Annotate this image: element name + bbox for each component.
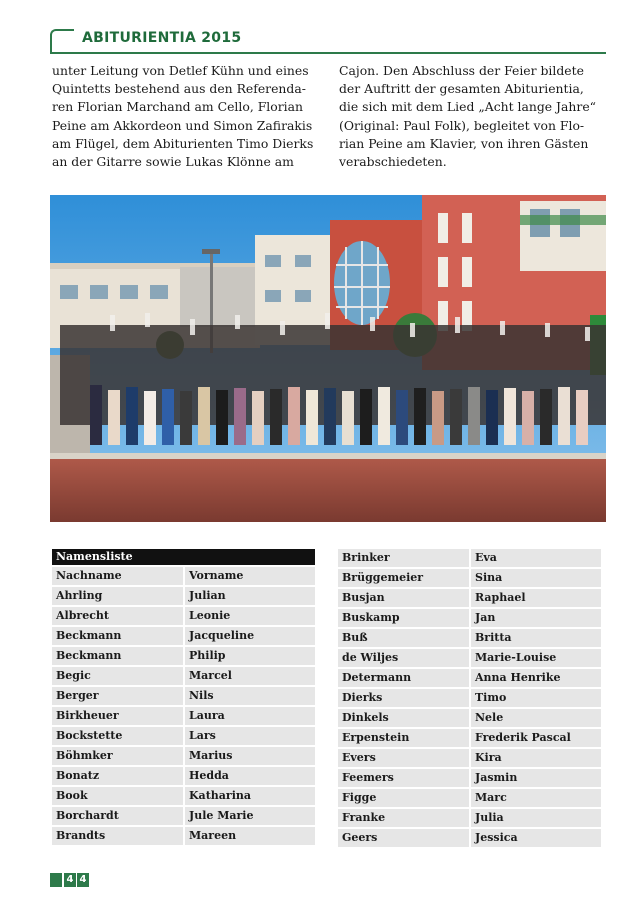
firstname-cell: Jessica [471,829,601,847]
firstname-cell: Julian [185,587,315,605]
names-table-left [52,549,315,847]
table-row [52,727,315,745]
header-title: ABITURIENTIA 2015 [82,30,242,46]
table-row [338,769,601,787]
table-row [338,609,601,627]
article-line: an der Gitarre sowie Lukas Klönne am [52,154,294,170]
firstname-cell: Raphael [471,589,601,607]
page-number-digit: 4 [77,873,89,887]
table-row [338,809,601,827]
table-row [338,749,601,767]
firstname-cell: Jule Marie [185,807,315,825]
header-rule [50,52,606,54]
article-column-left [52,62,320,171]
table-row [52,707,315,725]
firstname-cell: Jasmin [471,769,601,787]
firstname-cell: Leonie [185,607,315,625]
firstname-cell: Marc [471,789,601,807]
article-line: ren Florian Marchand am Cello, Florian [52,99,303,115]
surname-cell: Franke [338,809,469,827]
firstname-cell: Kira [471,749,601,767]
surname-cell: Borchardt [52,807,183,825]
article-line: Quintetts bestehend aus den Referenda- [52,81,306,97]
group-photo [50,195,606,522]
page-header [50,29,606,55]
table-row [338,589,601,607]
table-row [52,787,315,805]
group-photo-illustration [50,195,606,522]
surname-cell: Bockstette [52,727,183,745]
surname-cell: Busjan [338,589,469,607]
surname-cell: Ahrling [52,587,183,605]
table-row [338,729,601,747]
surname-cell: Brandts [52,827,183,845]
firstname-cell: Laura [185,707,315,725]
firstname-cell: Nele [471,709,601,727]
table-row [338,689,601,707]
surname-cell: Bonatz [52,767,183,785]
firstname-cell: Anna Henrike [471,669,601,687]
firstname-cell: Mareen [185,827,315,845]
article-line: der Auftritt der gesamten Abiturientia, [339,81,584,97]
surname-cell: Nachname [52,567,183,585]
table-row [52,807,315,825]
surname-cell: Figge [338,789,469,807]
surname-cell: Brüggemeier [338,569,469,587]
table-row [52,607,315,625]
article-line: am Flügel, dem Abiturienten Timo Dierks [52,135,314,151]
firstname-cell: Hedda [185,767,315,785]
article-line: Cajon. Den Abschluss der Feier bildete [339,63,584,78]
surname-cell: Buß [338,629,469,647]
table-row [52,687,315,705]
table-row [338,649,601,667]
surname-cell: Beckmann [52,627,183,645]
surname-cell: Beckmann [52,647,183,665]
article-column-right [339,62,607,171]
firstname-cell: Marius [185,747,315,765]
table-row [338,669,601,687]
table-row [52,567,315,585]
surname-cell: Begic [52,667,183,685]
page-number-block [50,873,62,887]
surname-cell: Book [52,787,183,805]
surname-cell: Evers [338,749,469,767]
table-row [338,709,601,727]
table-row [338,569,601,587]
firstname-cell: Philip [185,647,315,665]
table-row [338,629,601,647]
surname-cell: de Wiljes [338,649,469,667]
surname-cell: Dinkels [338,709,469,727]
article-line: Peine am Akkordeon und Simon Zafirakis [52,117,313,133]
surname-cell: Albrecht [52,607,183,625]
surname-cell: Feemers [338,769,469,787]
table-row [338,829,601,847]
firstname-cell: Britta [471,629,601,647]
firstname-cell: Sina [471,569,601,587]
firstname-cell: Marcel [185,667,315,685]
table-row [52,767,315,785]
firstname-cell: Nils [185,687,315,705]
surname-cell: Dierks [338,689,469,707]
surname-cell: Berger [52,687,183,705]
firstname-cell: Vorname [185,567,315,585]
firstname-cell: Frederik Pascal [471,729,601,747]
table-row [52,587,315,605]
table-row [52,647,315,665]
firstname-cell: Lars [185,727,315,745]
page-number-digit: 4 [64,873,76,887]
names-table-title: Namensliste [52,549,315,565]
table-row [338,789,601,807]
table-row [52,627,315,645]
table-row [52,667,315,685]
table-row [52,827,315,845]
article-line: rian Peine am Klavier, von ihren Gästen [339,135,589,151]
header-bracket-ornament [50,29,74,53]
surname-cell: Erpenstein [338,729,469,747]
surname-cell: Brinker [338,549,469,567]
article-line: (Original: Paul Folk), begleitet von Flo- [339,117,585,133]
article-line: unter Leitung von Detlef Kühn und eines [52,63,309,78]
article-line: die sich mit dem Lied „Acht lange Jahre“ [339,99,596,115]
surname-cell: Geers [338,829,469,847]
surname-cell: Böhmker [52,747,183,765]
names-table-right [338,549,601,849]
table-row [52,747,315,765]
firstname-cell: Timo [471,689,601,707]
firstname-cell: Eva [471,549,601,567]
firstname-cell: Jacqueline [185,627,315,645]
firstname-cell: Jan [471,609,601,627]
firstname-cell: Julia [471,809,601,827]
surname-cell: Determann [338,669,469,687]
table-row [338,549,601,567]
surname-cell: Buskamp [338,609,469,627]
page-number [50,873,90,887]
firstname-cell: Marie-Louise [471,649,601,667]
article-line: verabschiedeten. [339,154,447,170]
surname-cell: Birkheuer [52,707,183,725]
firstname-cell: Katharina [185,787,315,805]
